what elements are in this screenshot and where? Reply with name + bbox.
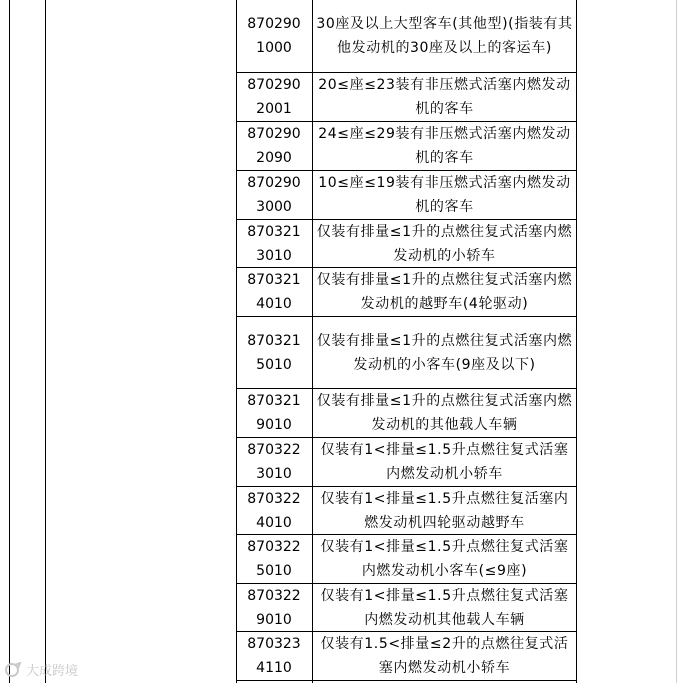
tariff-description: 仅装有1<排量≤1.5升点燃往复式活塞内燃发动机其他载人车辆: [320, 587, 569, 628]
table-border-left: [9, 0, 10, 683]
tariff-description: 30座及以上大型客车(其他型)(指装有其他发动机的30座及以上的客运车): [316, 16, 573, 56]
tariff-code: 870290 2090: [247, 126, 301, 166]
table-row: [236, 171, 577, 220]
table-row: [236, 220, 577, 268]
table-row: [236, 317, 577, 389]
table-row: [236, 584, 577, 632]
tariff-code: 870290 2001: [247, 77, 301, 117]
tariff-description: 仅装有排量≤1升的点燃往复式活塞内燃发动机的越野车(4轮驱动): [316, 272, 573, 312]
tariff-code: 870290 1000: [247, 16, 301, 56]
watermark: [4, 660, 78, 679]
tariff-code: 870322 4010: [247, 490, 301, 531]
watermark-text: 大成跨境: [26, 664, 79, 679]
tariff-description: 仅装有1<排量≤1.5升点燃往复活塞内燃发动机四轮驱动越野车: [320, 490, 569, 531]
tariff-description: 仅装有排量≤1升的点燃往复式活塞内燃发动机的小轿车: [316, 223, 573, 264]
tariff-code: 870321 9010: [247, 393, 301, 433]
tariff-code: 870321 4010: [247, 272, 301, 312]
table-row: [236, 389, 577, 438]
tariff-description: 仅装有排量≤1升的点燃往复式活塞内燃发动机的其他载人车辆: [316, 393, 573, 433]
tariff-code: 870322 9010: [247, 587, 301, 628]
watermark-logo-icon: [4, 662, 22, 678]
table-row: [236, 632, 577, 681]
table-row: [236, 0, 577, 73]
tariff-description: 24≤座≤29装有非压燃式活塞内燃发动机的客车: [318, 126, 571, 166]
tariff-code: 870322 3010: [247, 442, 301, 482]
tariff-description: 仅装有1.5<排量≤2升的点燃往复式活塞内燃发动机小轿车: [320, 636, 569, 676]
table-row: [236, 487, 577, 535]
tariff-code: 870322 5010: [247, 539, 301, 579]
table-row: [236, 122, 577, 171]
tariff-description: 10≤座≤19装有非压燃式活塞内燃发动机的客车: [318, 175, 571, 215]
tariff-description: 20≤座≤23装有非压燃式活塞内燃发动机的客车: [318, 77, 571, 117]
table-row: [236, 268, 577, 317]
tariff-description: 仅装有排量≤1升的点燃往复式活塞内燃发动机的小客车(9座及以下): [316, 332, 573, 373]
table-row: [236, 438, 577, 487]
tariff-description: 仅装有1<排量≤1.5升点燃往复式活塞内燃发动机小客车(≤9座): [320, 539, 569, 579]
table-row: [236, 535, 577, 584]
table-column-divider: [45, 0, 46, 683]
tariff-description: 仅装有1<排量≤1.5升点燃往复式活塞内燃发动机小轿车: [320, 442, 569, 482]
tariff-code: 870321 3010: [247, 223, 301, 264]
tariff-code: 870290 3000: [247, 175, 301, 215]
table-row: [236, 73, 577, 122]
tariff-code: 870323 4110: [247, 636, 301, 676]
tariff-code: 870321 5010: [247, 332, 301, 373]
